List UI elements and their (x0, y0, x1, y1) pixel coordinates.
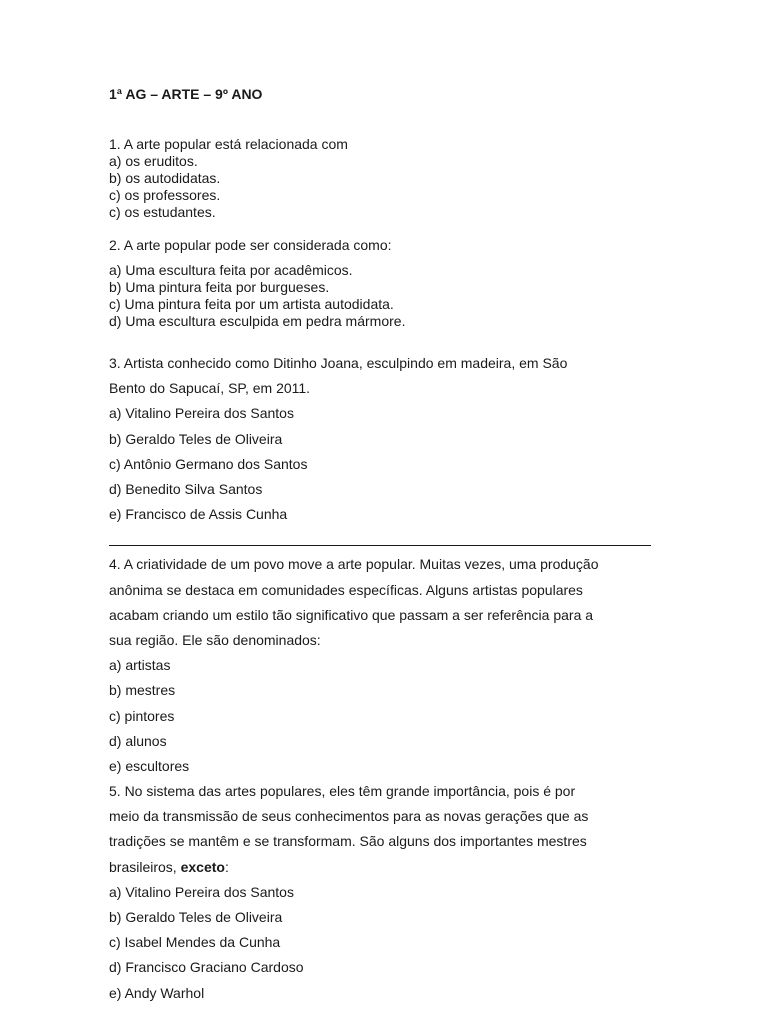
q2-option-b: b) Uma pintura feita por burgueses. (109, 279, 330, 295)
q5-stem-prefix: brasileiros, (109, 859, 181, 875)
q3-option-d: d) Benedito Silva Santos (109, 481, 263, 497)
q4-stem-line-1: 4. A criatividade de um povo move a arte popular. Muitas vezes, uma produção (109, 556, 599, 572)
q4-option-d: d) alunos (109, 733, 167, 749)
q5-stem-line-3: tradições se mantêm e se transformam. São alguns dos importantes mestres (109, 833, 587, 849)
q5-option-d: d) Francisco Graciano Cardoso (109, 959, 304, 975)
q2-option-d: d) Uma escultura esculpida em pedra mármore. (109, 313, 406, 329)
q5-option-e: e) Andy Warhol (109, 985, 205, 1001)
q4-option-a: a) artistas (109, 657, 171, 673)
q4-stem-line-2: anônima se destaca em comunidades específicas. Alguns artistas populares (109, 582, 583, 598)
q5-stem-line-1: 5. No sistema das artes populares, eles têm grande importância, pois é por (109, 783, 576, 799)
q5-option-c: c) Isabel Mendes da Cunha (109, 934, 281, 950)
q1-option-a: a) os eruditos. (109, 153, 198, 169)
q4-stem-line-3: acabam criando um estilo tão significativo que passam a ser referência para a (109, 607, 594, 623)
q3-stem-line-2: Bento do Sapucaí, SP, em 2011. (109, 380, 311, 396)
q2-option-a: a) Uma escultura feita por acadêmicos. (109, 262, 353, 278)
q1-option-b: b) os autodidatas. (109, 170, 221, 186)
q3-option-e: e) Francisco de Assis Cunha (109, 506, 288, 522)
q1-option-c: c) os professores. (109, 187, 221, 203)
q4-stem-line-4: sua região. Ele são denominados: (109, 632, 321, 648)
section-divider (109, 545, 651, 546)
document-title: 1ª AG – ARTE – 9º ANO (109, 86, 263, 102)
q3-option-c: c) Antônio Germano dos Santos (109, 456, 308, 472)
q2-option-c: c) Uma pintura feita por um artista autodidata. (109, 296, 394, 312)
q5-option-b: b) Geraldo Teles de Oliveira (109, 909, 283, 925)
q2-stem: 2. A arte popular pode ser considerada como: (109, 237, 392, 253)
q1-option-d: c) os estudantes. (109, 204, 216, 220)
q5-stem-line-2: meio da transmissão de seus conhecimentos para as novas gerações que as (109, 808, 589, 824)
q4-option-e: e) escultores (109, 758, 190, 774)
q5-stem-emphasis: exceto (180, 859, 225, 875)
q3-option-a: a) Vitalino Pereira dos Santos (109, 405, 294, 421)
q5-stem-line-4 (109, 859, 229, 876)
q5-stem-suffix: : (224, 859, 229, 875)
q4-option-b: b) mestres (109, 682, 176, 698)
q3-option-b: b) Geraldo Teles de Oliveira (109, 431, 283, 447)
q1-stem: 1. A arte popular está relacionada com (109, 136, 348, 152)
q4-option-c: c) pintores (109, 708, 175, 724)
q5-option-a: a) Vitalino Pereira dos Santos (109, 884, 294, 900)
q3-stem-line-1: 3. Artista conhecido como Ditinho Joana, esculpindo em madeira, em São (109, 355, 568, 371)
